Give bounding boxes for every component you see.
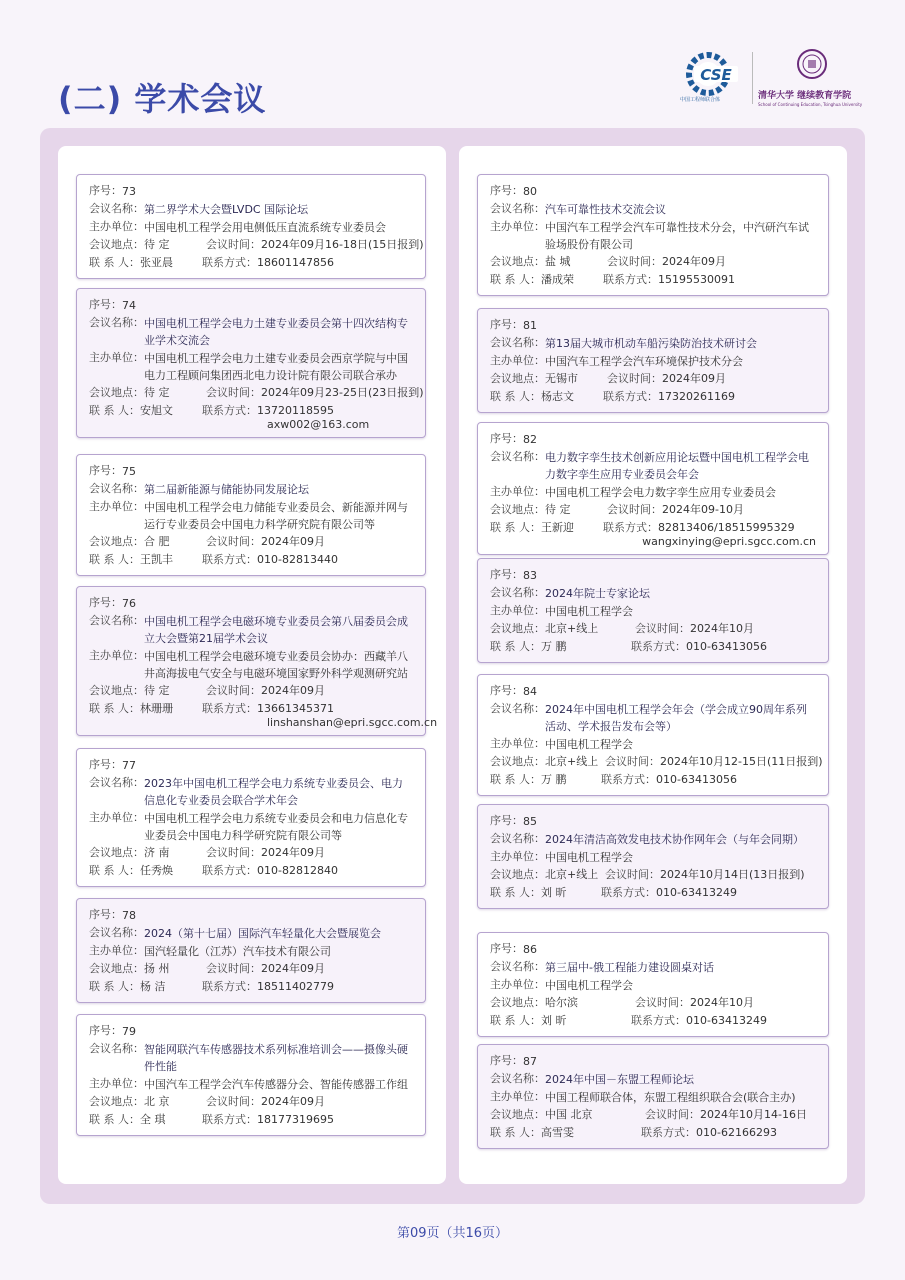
name-label: 会议名称： bbox=[89, 926, 144, 939]
no-label: 序号： bbox=[490, 1054, 523, 1067]
meeting-time: 2024年10月14日(13日报到) bbox=[660, 868, 805, 881]
meeting-time: 2024年10月 bbox=[690, 622, 754, 635]
meeting-phone: 18511402779 bbox=[257, 980, 334, 993]
host-label: 主办单位： bbox=[89, 220, 144, 233]
meeting-place: 扬 州 bbox=[144, 962, 170, 975]
phone-label: 联系方式： bbox=[202, 864, 257, 877]
meeting-place: 待 定 bbox=[144, 386, 170, 399]
meeting-phone: 010-63413056 bbox=[686, 640, 767, 653]
name-label: 会议名称： bbox=[89, 776, 144, 789]
meeting-time: 2024年10月12-15日(11日报到) bbox=[660, 755, 823, 768]
no-label: 序号： bbox=[89, 1024, 122, 1037]
meeting-time: 2024年09月 bbox=[261, 846, 325, 859]
meeting-no: 80 bbox=[523, 185, 537, 198]
meeting-time: 2024年09月23-25日(23日报到) bbox=[261, 386, 424, 399]
time-label: 会议时间： bbox=[206, 962, 261, 975]
meeting-card bbox=[76, 1014, 426, 1136]
meeting-time: 2024年10月 bbox=[690, 996, 754, 1009]
place-label: 会议地点： bbox=[89, 684, 144, 697]
meeting-phone: 13720118595 bbox=[257, 404, 334, 417]
meeting-no: 86 bbox=[523, 943, 537, 956]
place-label: 会议地点： bbox=[490, 622, 545, 635]
meeting-host: 中国电机工程学会电力系统专业委员会和电力信息化专业委员会中国电力科学研究院有限公司等 bbox=[144, 812, 408, 842]
meeting-no: 75 bbox=[122, 465, 136, 478]
meeting-card bbox=[477, 674, 829, 796]
meeting-phone: 010-63413249 bbox=[656, 886, 737, 899]
time-label: 会议时间： bbox=[635, 622, 690, 635]
meeting-name: 第13届大城市机动车船污染防治技术研讨会 bbox=[545, 337, 757, 350]
no-label: 序号： bbox=[89, 908, 122, 921]
meeting-no: 84 bbox=[523, 685, 537, 698]
meeting-place: 合 肥 bbox=[144, 535, 170, 548]
meeting-contact: 王凯丰 bbox=[140, 553, 173, 566]
meeting-card bbox=[477, 308, 829, 413]
meeting-card bbox=[76, 288, 426, 438]
meeting-no: 81 bbox=[523, 319, 537, 332]
contact-label: 联 系 人： bbox=[89, 404, 140, 417]
name-label: 会议名称： bbox=[490, 960, 545, 973]
time-label: 会议时间： bbox=[605, 755, 660, 768]
no-label: 序号： bbox=[490, 568, 523, 581]
meeting-phone: 18177319695 bbox=[257, 1113, 334, 1126]
name-label: 会议名称： bbox=[490, 450, 545, 463]
meeting-host: 中国汽车工程学会汽车可靠性技术分会，中汽研汽车试验场股份有限公司 bbox=[545, 221, 809, 251]
place-label: 会议地点： bbox=[89, 1095, 144, 1108]
time-label: 会议时间： bbox=[605, 868, 660, 881]
meeting-card bbox=[76, 454, 426, 576]
meeting-phone: 17320261169 bbox=[658, 390, 735, 403]
phone-label: 联系方式： bbox=[202, 702, 257, 715]
tsinghua-en: School of Continuing Education, Tsinghua University bbox=[758, 102, 863, 107]
meeting-contact: 刘 昕 bbox=[541, 886, 567, 899]
cse-caption: 中国工程师联合体 bbox=[680, 97, 721, 103]
phone-label: 联系方式： bbox=[202, 980, 257, 993]
meeting-name: 电力数字孪生技术创新应用论坛暨中国电机工程学会电力数字孪生应用专业委员会年会 bbox=[545, 451, 809, 481]
meeting-contact: 万 鹏 bbox=[541, 640, 567, 653]
meeting-phone: 13661345371 bbox=[257, 702, 334, 715]
meeting-card bbox=[477, 174, 829, 296]
meeting-place: 北京+线上 bbox=[545, 868, 599, 881]
meeting-place: 北 京 bbox=[144, 1095, 170, 1108]
name-label: 会议名称： bbox=[490, 586, 545, 599]
meeting-phone: 010-63413056 bbox=[656, 773, 737, 786]
meeting-name: 2024年中国－东盟工程师论坛 bbox=[545, 1073, 694, 1086]
time-label: 会议时间： bbox=[206, 386, 261, 399]
meeting-host: 中国电机工程学会电磁环境专业委员会协办：西藏羊八井高海拔电气安全与电磁环境国家野外科学观测研究站 bbox=[144, 650, 408, 680]
host-label: 主办单位： bbox=[89, 811, 144, 824]
name-label: 会议名称： bbox=[490, 336, 545, 349]
place-label: 会议地点： bbox=[89, 846, 144, 859]
phone-label: 联系方式： bbox=[202, 256, 257, 269]
meeting-email: axw002@163.com bbox=[267, 418, 370, 431]
page-number: 第09页（共16页） bbox=[396, 1226, 509, 1241]
name-label: 会议名称： bbox=[490, 1072, 545, 1085]
meeting-card bbox=[76, 898, 426, 1003]
meeting-no: 74 bbox=[122, 299, 136, 312]
meeting-card bbox=[76, 748, 426, 887]
place-label: 会议地点： bbox=[490, 868, 545, 881]
meeting-name: 第二届新能源与储能协同发展论坛 bbox=[144, 483, 309, 496]
no-label: 序号： bbox=[89, 184, 122, 197]
meeting-contact: 全 琪 bbox=[140, 1113, 166, 1126]
name-label: 会议名称： bbox=[89, 316, 144, 329]
place-label: 会议地点： bbox=[490, 255, 545, 268]
meeting-time: 2024年09月16-18日(15日报到) bbox=[261, 238, 424, 251]
name-label: 会议名称： bbox=[490, 832, 545, 845]
no-label: 序号： bbox=[490, 942, 523, 955]
meeting-host: 中国电机工程学会 bbox=[545, 851, 633, 864]
phone-label: 联系方式： bbox=[603, 521, 658, 534]
meeting-email: linshanshan@epri.sgcc.com.cn bbox=[267, 716, 438, 729]
left-column bbox=[58, 146, 446, 1184]
meeting-contact: 刘 昕 bbox=[541, 1014, 567, 1027]
host-label: 主办单位： bbox=[490, 850, 545, 863]
meeting-contact: 万 鹏 bbox=[541, 773, 567, 786]
contact-label: 联 系 人： bbox=[490, 886, 541, 899]
meeting-name: 第二界学术大会暨LVDC 国际论坛 bbox=[144, 203, 309, 216]
meeting-host: 中国汽车工程学会汽车环境保护技术分会 bbox=[545, 355, 743, 368]
meeting-time: 2024年09月 bbox=[662, 255, 726, 268]
meeting-host: 中国电机工程学会电力储能专业委员会、新能源并网与运行专业委员会中国电力科学研究院有限公司等 bbox=[144, 501, 408, 531]
name-label: 会议名称： bbox=[490, 202, 545, 215]
meeting-contact: 任秀焕 bbox=[140, 864, 173, 877]
meeting-place: 哈尔滨 bbox=[545, 996, 578, 1009]
meeting-contact: 杨 洁 bbox=[140, 980, 166, 993]
meeting-phone: 010-82813440 bbox=[257, 553, 338, 566]
meeting-no: 85 bbox=[523, 815, 537, 828]
meeting-phone: 18601147856 bbox=[257, 256, 334, 269]
meeting-place: 待 定 bbox=[144, 238, 170, 251]
meeting-no: 83 bbox=[523, 569, 537, 582]
meeting-no: 87 bbox=[523, 1055, 537, 1068]
meeting-contact: 林珊珊 bbox=[140, 702, 173, 715]
contact-label: 联 系 人： bbox=[89, 1113, 140, 1126]
meeting-host: 中国电机工程学会 bbox=[545, 979, 633, 992]
meeting-no: 79 bbox=[122, 1025, 136, 1038]
meeting-place: 待 定 bbox=[144, 684, 170, 697]
time-label: 会议时间： bbox=[206, 535, 261, 548]
meeting-no: 78 bbox=[122, 909, 136, 922]
time-label: 会议时间： bbox=[607, 503, 662, 516]
host-label: 主办单位： bbox=[490, 354, 545, 367]
meeting-card bbox=[477, 422, 829, 555]
meeting-card bbox=[76, 586, 438, 736]
meeting-contact: 张亚晨 bbox=[140, 256, 173, 269]
time-label: 会议时间： bbox=[635, 996, 690, 1009]
meeting-contact: 王新迎 bbox=[541, 521, 574, 534]
meeting-time: 2024年09月 bbox=[261, 962, 325, 975]
contact-label: 联 系 人： bbox=[89, 980, 140, 993]
phone-label: 联系方式： bbox=[601, 886, 656, 899]
meeting-card bbox=[477, 1044, 829, 1149]
meeting-phone: 010-63413249 bbox=[686, 1014, 767, 1027]
meeting-host: 中国电机工程学会 bbox=[545, 605, 633, 618]
host-label: 主办单位： bbox=[490, 737, 545, 750]
time-label: 会议时间： bbox=[607, 255, 662, 268]
meeting-time: 2024年09月 bbox=[261, 684, 325, 697]
meeting-place: 中国 北京 bbox=[545, 1108, 593, 1121]
place-label: 会议地点： bbox=[490, 996, 545, 1009]
meeting-name: 2023年中国电机工程学会电力系统专业委员会、电力信息化专业委员会联合学术年会 bbox=[144, 777, 403, 807]
contact-label: 联 系 人： bbox=[89, 864, 140, 877]
name-label: 会议名称： bbox=[490, 702, 545, 715]
host-label: 主办单位： bbox=[490, 978, 545, 991]
time-label: 会议时间： bbox=[645, 1108, 700, 1121]
contact-label: 联 系 人： bbox=[490, 773, 541, 786]
meeting-phone: 010-82812840 bbox=[257, 864, 338, 877]
place-label: 会议地点： bbox=[89, 962, 144, 975]
meeting-time: 2024年09月 bbox=[662, 372, 726, 385]
meeting-host: 中国汽车工程学会汽车传感器分会、智能传感器工作组 bbox=[144, 1078, 408, 1091]
meeting-place: 北京+线上 bbox=[545, 622, 599, 635]
meeting-name: 2024年院士专家论坛 bbox=[545, 587, 650, 600]
place-label: 会议地点： bbox=[89, 238, 144, 251]
contact-label: 联 系 人： bbox=[490, 1014, 541, 1027]
phone-label: 联系方式： bbox=[631, 1014, 686, 1027]
meeting-host: 中国电机工程学会用电侧低压直流系统专业委员会 bbox=[144, 221, 386, 234]
time-label: 会议时间： bbox=[206, 684, 261, 697]
meeting-card bbox=[477, 804, 829, 909]
meeting-name: 2024（第十七届）国际汽车轻量化大会暨展览会 bbox=[144, 927, 381, 940]
time-label: 会议时间： bbox=[206, 846, 261, 859]
phone-label: 联系方式： bbox=[601, 773, 656, 786]
phone-label: 联系方式： bbox=[202, 1113, 257, 1126]
logo-divider bbox=[752, 52, 753, 104]
place-label: 会议地点： bbox=[490, 372, 545, 385]
contact-label: 联 系 人： bbox=[490, 640, 541, 653]
contact-label: 联 系 人： bbox=[89, 256, 140, 269]
meeting-name: 中国电机工程学会电磁环境专业委员会第八届委员会成立大会暨第21届学术会议 bbox=[144, 615, 408, 645]
no-label: 序号： bbox=[490, 432, 523, 445]
no-label: 序号： bbox=[490, 184, 523, 197]
no-label: 序号： bbox=[490, 684, 523, 697]
host-label: 主办单位： bbox=[89, 1077, 144, 1090]
host-label: 主办单位： bbox=[89, 500, 144, 513]
meeting-host: 国汽轻量化（江苏）汽车技术有限公司 bbox=[144, 945, 331, 958]
meeting-time: 2024年09-10月 bbox=[662, 503, 744, 516]
meeting-phone: 010-62166293 bbox=[696, 1126, 777, 1139]
place-label: 会议地点： bbox=[89, 386, 144, 399]
meeting-contact: 潘成荣 bbox=[541, 273, 574, 286]
phone-label: 联系方式： bbox=[603, 390, 658, 403]
tsinghua-seal-icon bbox=[796, 48, 828, 80]
contact-label: 联 系 人： bbox=[490, 390, 541, 403]
meeting-time: 2024年09月 bbox=[261, 1095, 325, 1108]
place-label: 会议地点： bbox=[490, 503, 545, 516]
no-label: 序号： bbox=[490, 814, 523, 827]
contact-label: 联 系 人： bbox=[89, 553, 140, 566]
meeting-name: 智能网联汽车传感器技术系列标准培训会——摄像头硬件性能 bbox=[144, 1043, 408, 1073]
phone-label: 联系方式： bbox=[641, 1126, 696, 1139]
name-label: 会议名称： bbox=[89, 1042, 144, 1055]
tsinghua-name: 清华大学 继续教育学院 bbox=[758, 91, 852, 101]
contact-label: 联 系 人： bbox=[490, 1126, 541, 1139]
phone-label: 联系方式： bbox=[202, 404, 257, 417]
meeting-phone: 82813406/18515995329 bbox=[658, 521, 795, 534]
meeting-place: 济 南 bbox=[144, 846, 170, 859]
place-label: 会议地点： bbox=[490, 755, 545, 768]
no-label: 序号： bbox=[490, 318, 523, 331]
time-label: 会议时间： bbox=[206, 1095, 261, 1108]
phone-label: 联系方式： bbox=[631, 640, 686, 653]
meeting-place: 盐 城 bbox=[545, 255, 571, 268]
place-label: 会议地点： bbox=[490, 1108, 545, 1121]
meeting-name: 2024年中国电机工程学会年会（学会成立90周年系列活动、学术报告发布会等） bbox=[545, 703, 807, 733]
host-label: 主办单位： bbox=[490, 485, 545, 498]
phone-label: 联系方式： bbox=[202, 553, 257, 566]
host-label: 主办单位： bbox=[89, 351, 144, 364]
no-label: 序号： bbox=[89, 758, 122, 771]
meeting-host: 中国电机工程学会电力土建专业委员会西京学院与中国电力工程顾问集团西北电力设计院有限公司联合承办 bbox=[144, 352, 408, 382]
right-column bbox=[459, 146, 847, 1184]
meeting-place: 北京+线上 bbox=[545, 755, 599, 768]
meeting-card bbox=[477, 558, 829, 663]
meeting-contact: 高雪雯 bbox=[541, 1126, 574, 1139]
meeting-name: 汽车可靠性技术交流会议 bbox=[545, 203, 666, 216]
meeting-card bbox=[477, 932, 829, 1037]
no-label: 序号： bbox=[89, 596, 122, 609]
host-label: 主办单位： bbox=[490, 1090, 545, 1103]
meeting-host: 中国电机工程学会 bbox=[545, 738, 633, 751]
name-label: 会议名称： bbox=[89, 202, 144, 215]
contact-label: 联 系 人： bbox=[490, 521, 541, 534]
meeting-no: 77 bbox=[122, 759, 136, 772]
meeting-place: 无锡市 bbox=[545, 372, 578, 385]
meeting-time: 2024年09月 bbox=[261, 535, 325, 548]
time-label: 会议时间： bbox=[607, 372, 662, 385]
contact-label: 联 系 人： bbox=[89, 702, 140, 715]
meeting-contact: 安旭文 bbox=[140, 404, 173, 417]
contact-label: 联 系 人： bbox=[490, 273, 541, 286]
phone-label: 联系方式： bbox=[603, 273, 658, 286]
meeting-contact: 杨志文 bbox=[541, 390, 574, 403]
meeting-card bbox=[76, 174, 426, 279]
meeting-host: 中国电机工程学会电力数字孪生应用专业委员会 bbox=[545, 486, 776, 499]
host-label: 主办单位： bbox=[89, 649, 144, 662]
page-title: (二) 学术会议 bbox=[58, 80, 267, 118]
no-label: 序号： bbox=[89, 464, 122, 477]
meeting-name: 中国电机工程学会电力土建专业委员会第十四次结构专业学术交流会 bbox=[144, 317, 408, 347]
place-label: 会议地点： bbox=[89, 535, 144, 548]
name-label: 会议名称： bbox=[89, 614, 144, 627]
meeting-place: 待 定 bbox=[545, 503, 571, 516]
meeting-host: 中国工程师联合体，东盟工程组织联合会(联合主办) bbox=[545, 1091, 796, 1104]
time-label: 会议时间： bbox=[206, 238, 261, 251]
meeting-phone: 15195530091 bbox=[658, 273, 735, 286]
host-label: 主办单位： bbox=[89, 944, 144, 957]
meeting-no: 82 bbox=[523, 433, 537, 446]
meeting-no: 73 bbox=[122, 185, 136, 198]
name-label: 会议名称： bbox=[89, 482, 144, 495]
cse-logo-text: CSE bbox=[700, 66, 732, 84]
header-logos bbox=[680, 48, 880, 112]
meeting-no: 76 bbox=[122, 597, 136, 610]
host-label: 主办单位： bbox=[490, 604, 545, 617]
meeting-time: 2024年10月14-16日 bbox=[700, 1108, 807, 1121]
host-label: 主办单位： bbox=[490, 220, 545, 233]
no-label: 序号： bbox=[89, 298, 122, 311]
meeting-name: 2024年清洁高效发电技术协作网年会（与年会同期） bbox=[545, 833, 804, 846]
meeting-name: 第三届中-俄工程能力建设圆桌对话 bbox=[545, 961, 714, 974]
meeting-email: wangxinying@epri.sgcc.com.cn bbox=[642, 535, 816, 548]
